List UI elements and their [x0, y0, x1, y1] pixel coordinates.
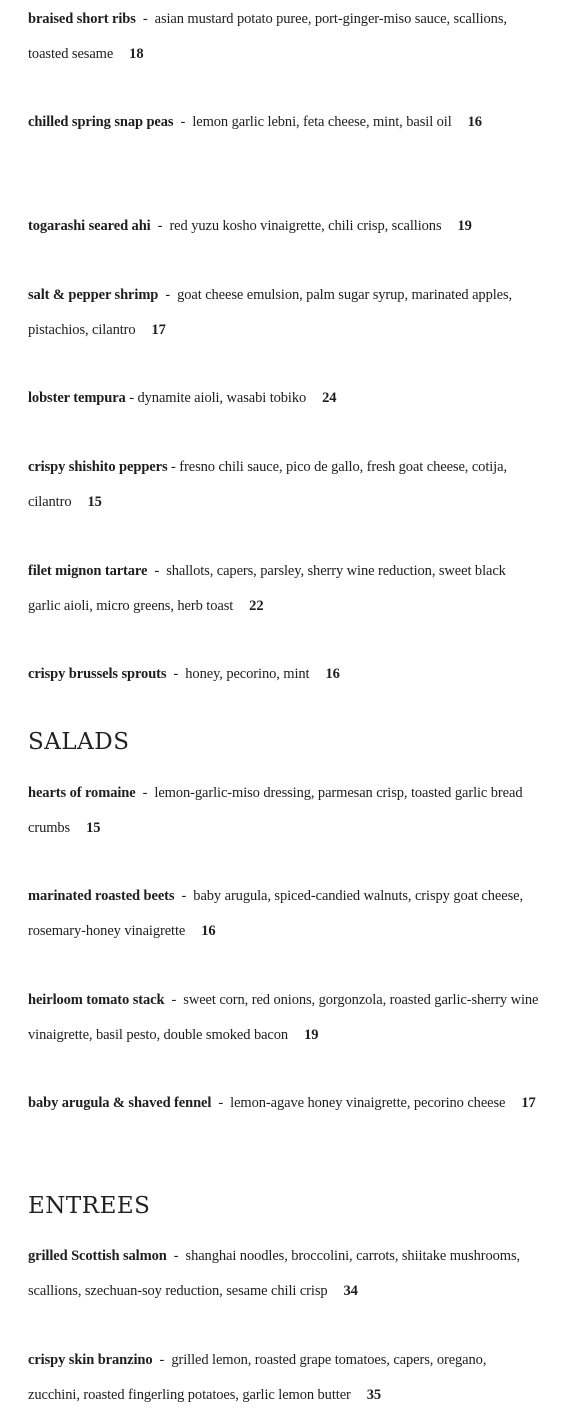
item-description: shallots, capers, parsley, sherry wine reduction, sweet black garlic aioli, micro greens, herb toast	[28, 563, 506, 614]
menu-item	[28, 776, 540, 845]
item-price: 22	[249, 597, 264, 614]
item-separator: -	[167, 459, 180, 475]
menu-item	[28, 554, 540, 623]
section-title: SALADS	[28, 729, 130, 755]
item-separator: -	[135, 11, 155, 27]
item-price: 15	[87, 493, 102, 510]
item-price: 15	[86, 819, 101, 836]
item-description: shanghai noodles, broccolini, carrots, shiitake mushrooms, scallions, szechuan-soy reduction, sesame chili crisp	[28, 1248, 521, 1299]
item-name: marinated roasted beets	[28, 888, 175, 904]
item-price: 34	[343, 1282, 358, 1299]
item-price: 17	[521, 1095, 536, 1111]
item-description: grilled lemon, roasted grape tomatoes, capers, oregano, zucchini, roasted fingerling potatoes, garlic lemon butter	[28, 1352, 487, 1403]
item-description: dynamite aioli, wasabi tobiko	[137, 390, 307, 406]
menu-item	[28, 879, 540, 948]
item-name: baby arugula & shaved fennel	[28, 1095, 212, 1111]
item-separator: -	[166, 1248, 186, 1264]
item-price: 16	[201, 922, 216, 939]
item-separator: -	[164, 992, 184, 1008]
item-description: lemon-garlic-miso dressing, parmesan crisp, toasted garlic bread crumbs	[28, 785, 523, 836]
item-name: salt & pepper shrimp	[28, 287, 159, 303]
menu-item	[28, 450, 540, 519]
item-price: 19	[304, 1026, 319, 1043]
item-description: sweet corn, red onions, gorgonzola, roasted garlic-sherry wine vinaigrette, basil pesto, double smoked bacon	[28, 992, 539, 1043]
menu-item	[28, 381, 540, 416]
item-price: 35	[366, 1386, 382, 1403]
item-description: baby arugula, spiced-candied walnuts, crispy goat cheese, rosemary-honey vinaigrette	[28, 888, 523, 939]
item-separator: -	[150, 218, 170, 234]
item-description: goat cheese emulsion, palm sugar syrup, marinated apples, pistachios, cilantro	[28, 287, 513, 338]
menu-item	[28, 657, 540, 692]
item-separator: -	[174, 888, 194, 904]
menu-item	[28, 105, 540, 140]
menu-item	[28, 1343, 540, 1412]
item-separator: -	[152, 1352, 172, 1368]
item-price: 16	[325, 666, 340, 682]
item-price: 19	[457, 218, 472, 234]
item-separator: -	[147, 563, 167, 579]
item-description: asian mustard potato puree, port-ginger-miso sauce, scallions, toasted sesame	[28, 11, 507, 62]
item-name: togarashi seared ahi	[28, 218, 151, 234]
item-name: braised short ribs	[28, 11, 136, 27]
menu-item	[28, 1239, 540, 1308]
item-price: 17	[151, 321, 166, 338]
item-separator: -	[211, 1095, 231, 1111]
item-separator: -	[173, 114, 193, 130]
item-name: crispy skin branzino	[28, 1352, 153, 1368]
item-separator: -	[158, 287, 178, 303]
item-separator: -	[166, 666, 186, 682]
item-description: lemon-agave honey vinaigrette, pecorino cheese	[230, 1095, 506, 1111]
menu-item	[28, 209, 548, 244]
item-name: crispy shishito peppers	[28, 459, 168, 475]
item-name: chilled spring snap peas	[28, 114, 174, 130]
menu-item	[28, 983, 540, 1052]
item-description: honey, pecorino, mint	[185, 666, 310, 682]
item-description: red yuzu kosho vinaigrette, chili crisp, scallions	[169, 218, 442, 234]
menu-item	[28, 2, 540, 71]
item-price: 18	[129, 45, 144, 62]
item-name: heirloom tomato stack	[28, 992, 165, 1008]
item-name: grilled Scottish salmon	[28, 1248, 167, 1264]
item-name: lobster tempura	[28, 390, 126, 406]
item-name: hearts of romaine	[28, 785, 136, 801]
menu-item	[28, 1086, 540, 1121]
item-description: fresno chili sauce, pico de gallo, fresh goat cheese, cotija, cilantro	[28, 459, 507, 510]
menu-item	[28, 278, 540, 347]
item-name: crispy brussels sprouts	[28, 666, 167, 682]
item-price: 24	[322, 390, 337, 406]
section-title: ENTREES	[28, 1193, 151, 1219]
item-name: filet mignon tartare	[28, 563, 148, 579]
item-description: lemon garlic lebni, feta cheese, mint, basil oil	[192, 114, 452, 130]
item-separator: -	[135, 785, 155, 801]
item-price: 16	[467, 114, 482, 130]
item-separator: -	[125, 390, 138, 406]
